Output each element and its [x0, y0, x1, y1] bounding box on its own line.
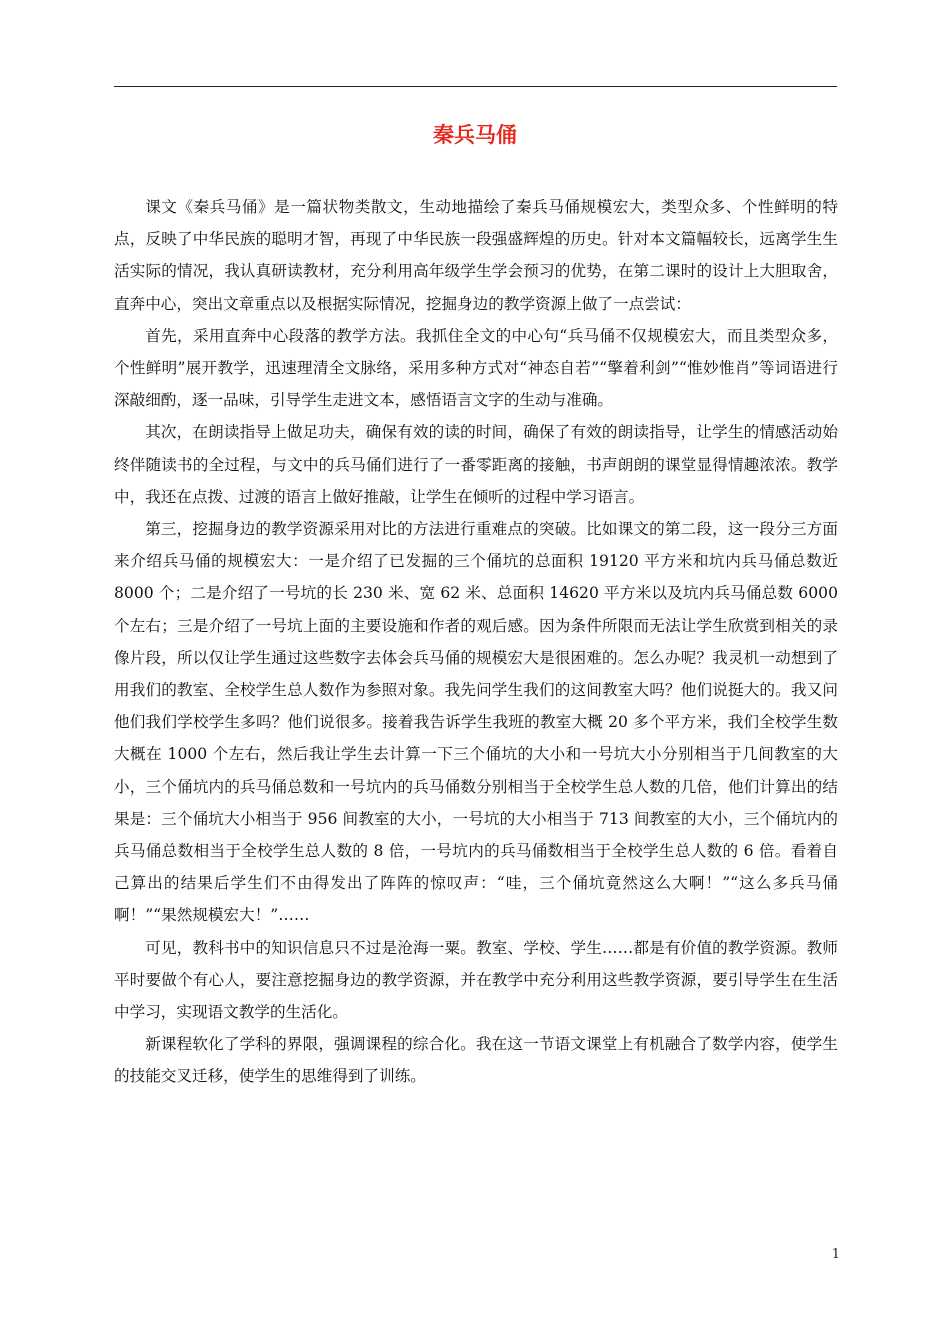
document-title: 秦兵马俑 [433, 123, 517, 147]
paragraph-reflection: 可见，教科书中的知识信息只不过是沧海一粟。教室、学校、学生……都是有价值的教学资源。教师平时要做个有心人，要注意挖掘身边的教学资源，并在教学中充分利用这些教学资源，要引导学生在生活中学习，实现语文教学的生活化。 [114, 938, 838, 1022]
paragraph-intro: 课文《秦兵马俑》是一篇状物类散文，生动地描绘了秦兵马俑规模宏大，类型众多、个性鲜明的特点，反映了中华民族的聪明才智，再现了中华民族一段强盛辉煌的历史。针对本文篇幅较长，远离学生生活实际的情况，我认真研读教材，充分利用高年级学生学会预习的优势，在第二课时的设计上大胆取舍，直奔中心，突出文章重点以及根据实际情况，挖掘身边的教学资源上做了一点尝试： [114, 198, 838, 313]
paragraph-second-method: 其次，在朗读指导上做足功夫，确保有效的读的时间，确保了有效的朗读指导，让学生的情感活动始终伴随读书的全过程，与文中的兵马俑们进行了一番零距离的接触，书声朗朗的课堂显得情趣浓浓。教学中，我还在点拨、过渡的语言上做好推敲，让学生在倾听的过程中学习语言。 [114, 423, 838, 506]
page-number: 1 [831, 1247, 840, 1262]
paragraph-conclusion: 新课程软化了学科的界限，强调课程的综合化。我在这一节语文课堂上有机融合了数学内容，使学生的技能交叉迁移，使学生的思维得到了训练。 [114, 1035, 838, 1086]
paragraph-third-method: 第三，挖掘身边的教学资源采用对比的方法进行重难点的突破。比如课文的第二段，这一段分三方面来介绍兵马俑的规模宏大：一是介绍了已发掘的三个俑坑的总面积 19120 平方米和坑内兵马俑总数近 8000 个；二是介绍了一号坑的长 230 米、宽 62 米、总面积 14620 平方米以及坑内兵马俑总数 6000 个左右；三是介绍了一号坑上面的主要设施和作者的观后感。因为条件所限而无法让学生欣赏到相关的录像片段，所以仅让学生通过这些数字去体会兵马俑的规模宏大是很困难的。怎么办呢？我灵机一动想到了用我们的教室、全校学生总人数作为参照对象。我先问学生我们的这间教室大吗？他们说挺大的。我又问他们我们学校学生多吗？他们说很多。接着我告诉学生我班的教室大概 20 多个平方米，我们全校学生数大概在 1000 个左右，然后我让学生去计算一下三个俑坑的大小和一号坑大小分别相当于几间教室的大小，三个俑坑内的兵马俑总数和一号坑内的兵马俑数分别相当于全校学生总人数的几倍，他们计算出的结果是：三个俑坑大小相当于 956 间教室的大小，一号坑的大小相当于 713 间教室的大小，三个俑坑内的兵马俑总数相当于全校学生总人数的 8 倍，一号坑内的兵马俑数相当于全校学生总人数的 6 倍。看着自己算出的结果后学生们不由得发出了阵阵的惊叹声：“哇，三个俑坑竟然这么大啊！”“这么多兵马俑啊！”“果然规模宏大！”…… [114, 520, 838, 925]
header-rule [114, 86, 837, 87]
document-body [114, 191, 838, 1093]
paragraph-first-method: 首先，采用直奔中心段落的教学方法。我抓住全文的中心句“兵马俑不仅规模宏大，而且类型众多，个性鲜明”展开教学，迅速理清全文脉络，采用多种方式对“神态自若”“擎着利剑”“惟妙惟肖”等词语进行深敲细酌，逐一品味，引导学生走进文本，感悟语言文字的生动与准确。 [114, 326, 838, 410]
